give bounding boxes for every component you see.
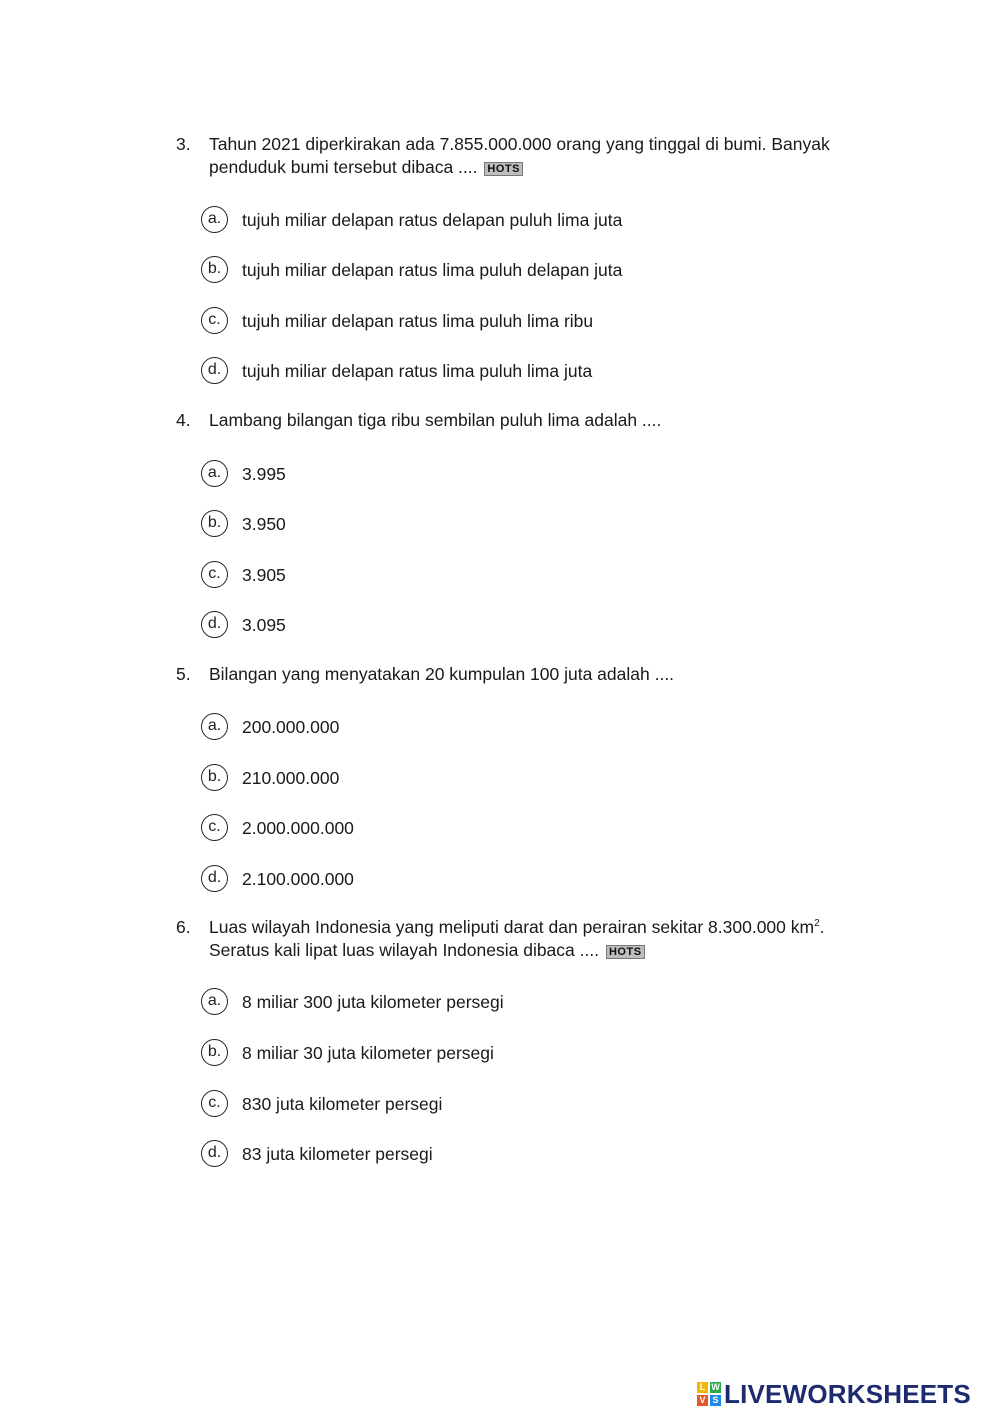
- question-number: 5.: [176, 664, 191, 684]
- option-letter-circle[interactable]: a.: [201, 206, 228, 233]
- question-line-1: Luas wilayah Indonesia yang meliputi darat dan perairan sekitar 8.300.000 km: [209, 917, 815, 937]
- option-text: tujuh miliar delapan ratus lima puluh lima ribu: [242, 311, 594, 331]
- question-number: 4.: [176, 410, 191, 430]
- option-letter-circle[interactable]: a.: [201, 460, 228, 487]
- option-text: 8 miliar 300 juta kilometer persegi: [242, 992, 504, 1012]
- question-text: [209, 133, 869, 179]
- question-text: [209, 409, 869, 432]
- question-number: 6.: [176, 917, 191, 937]
- option-letter-circle[interactable]: a.: [201, 988, 228, 1015]
- option-text: tujuh miliar delapan ratus lima puluh lima juta: [242, 361, 593, 381]
- option-text: 3.905: [242, 565, 286, 585]
- superscript: 2: [814, 918, 820, 929]
- option-text: 3.095: [242, 615, 286, 635]
- option-letter-circle[interactable]: d.: [201, 1140, 228, 1167]
- option-letter-circle[interactable]: c.: [201, 561, 228, 588]
- option-text: 3.995: [242, 464, 286, 484]
- question-number: 3.: [176, 134, 191, 154]
- logo-tile: L: [697, 1382, 708, 1393]
- option-letter-circle[interactable]: a.: [201, 713, 228, 740]
- option-text: 2.000.000.000: [242, 818, 354, 838]
- option-letter-circle[interactable]: d.: [201, 357, 228, 384]
- liveworksheets-logo-icon: [697, 1382, 721, 1406]
- option-text: tujuh miliar delapan ratus lima puluh delapan juta: [242, 260, 623, 280]
- option-text: 210.000.000: [242, 768, 340, 788]
- hots-badge: HOTS: [606, 945, 645, 959]
- logo-text: LIVEWORKSHEETS: [724, 1378, 971, 1409]
- hots-badge: HOTS: [484, 162, 523, 176]
- question-line-2: Seratus kali lipat luas wilayah Indonesia dibaca ....: [209, 940, 600, 960]
- line-end: .: [819, 917, 825, 937]
- logo-tile: V: [697, 1395, 708, 1406]
- option-text: tujuh miliar delapan ratus delapan puluh lima juta: [242, 210, 623, 230]
- question-line-1: Tahun 2021 diperkirakan ada 7.855.000.000 orang yang tinggal di bumi. Banyak: [209, 134, 830, 154]
- option-text: 83 juta kilometer persegi: [242, 1144, 433, 1164]
- option-letter-circle[interactable]: c.: [201, 1090, 228, 1117]
- option-text: 3.950: [242, 514, 286, 534]
- option-text: 200.000.000: [242, 717, 340, 737]
- option-letter-circle[interactable]: b.: [201, 1039, 228, 1066]
- option-text: 830 juta kilometer persegi: [242, 1094, 443, 1114]
- option-letter-circle[interactable]: b.: [201, 510, 228, 537]
- option-text: 2.100.000.000: [242, 869, 354, 889]
- option-letter-circle[interactable]: d.: [201, 865, 228, 892]
- option-letter-circle[interactable]: d.: [201, 611, 228, 638]
- option-letter-circle[interactable]: c.: [201, 814, 228, 841]
- question-line-2: penduduk bumi tersebut dibaca ....: [209, 157, 478, 177]
- option-letter-circle[interactable]: b.: [201, 764, 228, 791]
- option-letter-circle[interactable]: b.: [201, 256, 228, 283]
- question-text: [209, 663, 869, 686]
- option-text: 8 miliar 30 juta kilometer persegi: [242, 1043, 494, 1063]
- question-line-1: Lambang bilangan tiga ribu sembilan puluh lima adalah ....: [209, 410, 662, 430]
- logo-tile: S: [710, 1395, 721, 1406]
- question-line-1: Bilangan yang menyatakan 20 kumpulan 100 juta adalah ....: [209, 664, 675, 684]
- question-text: [209, 916, 869, 962]
- option-letter-circle[interactable]: c.: [201, 307, 228, 334]
- liveworksheets-logo[interactable]: [697, 1379, 971, 1409]
- logo-tile: W: [711, 1382, 720, 1392]
